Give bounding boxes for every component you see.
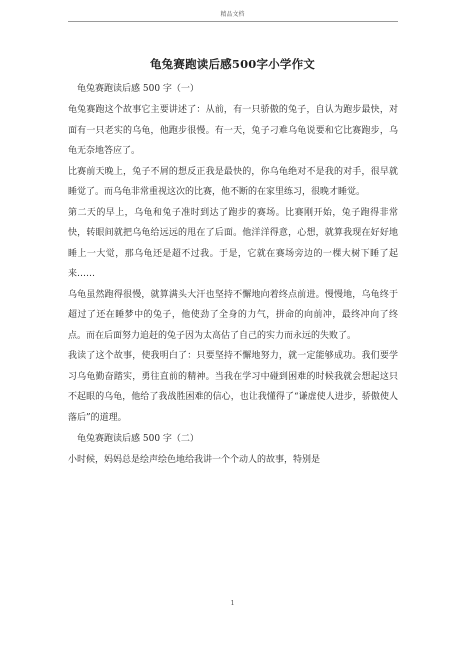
paragraph: 我读了这个故事，使我明白了：只要坚持不懈地努力，就一定能够成功。我们要学习乌龟勤奋踏实，勇往直前的精神。当我在学习中碰到困难的时候我就会想起这只不起眼的乌龟，他给了我战胜困难的信心，也让我懂得了“谦虚使人进步，骄傲使人落后”的道理。 xyxy=(68,351,398,423)
section-heading: 龟兔赛跑读后感 500 字（二） xyxy=(77,434,199,444)
paragraph: 比赛前天晚上，兔子不屑的想反正我是最快的，你乌龟绝对不是我的对手，很早就睡觉了。而乌龟非常重视这次的比赛，他不断的在家里练习，很晚才睡觉。 xyxy=(68,166,398,197)
section-heading: 龟兔赛跑读后感 500 字（一） xyxy=(77,84,199,94)
paragraph: 龟兔赛跑这个故事它主要讲述了：从前，有一只骄傲的兔子，自认为跑步最快，对面有一只老实的乌龟，他跑步很慢。有一天，兔子刁难乌龟说要和它比赛跑步，乌龟无奈地答应了。 xyxy=(68,105,398,156)
paragraph: 第二天的早上，乌龟和兔子准时到达了跑步的赛场。比赛刚开始，兔子跑得非常快，转眼间就把乌龟给远远的甩在了后面。他洋洋得意，心想，就算我现在好好地睡上一大觉，那乌龟还是超不过我。于是，它就在赛场旁边的一棵大树下睡了起来…… xyxy=(68,207,398,279)
header-label: 精品文档 xyxy=(220,11,245,18)
paragraph: 乌龟虽然跑得很慢，就算满头大汗也坚持不懈地向着终点前进。慢慢地，乌龟终于超过了还在睡梦中的兔子，他使劲了全身的力气，拼命的向前冲，最终冲向了终点。而在后面努力追赶的兔子因为太高估了自己的实力而永远的失败了。 xyxy=(68,289,398,341)
header-divider xyxy=(68,21,398,22)
page-number: 1 xyxy=(230,600,235,607)
document-title: 龟兔赛跑读后感500字小学作文 xyxy=(149,57,315,71)
paragraph: 小时候，妈妈总是绘声绘色地给我讲一个个动人的故事，特别是 xyxy=(68,455,321,465)
document-body xyxy=(68,78,398,471)
